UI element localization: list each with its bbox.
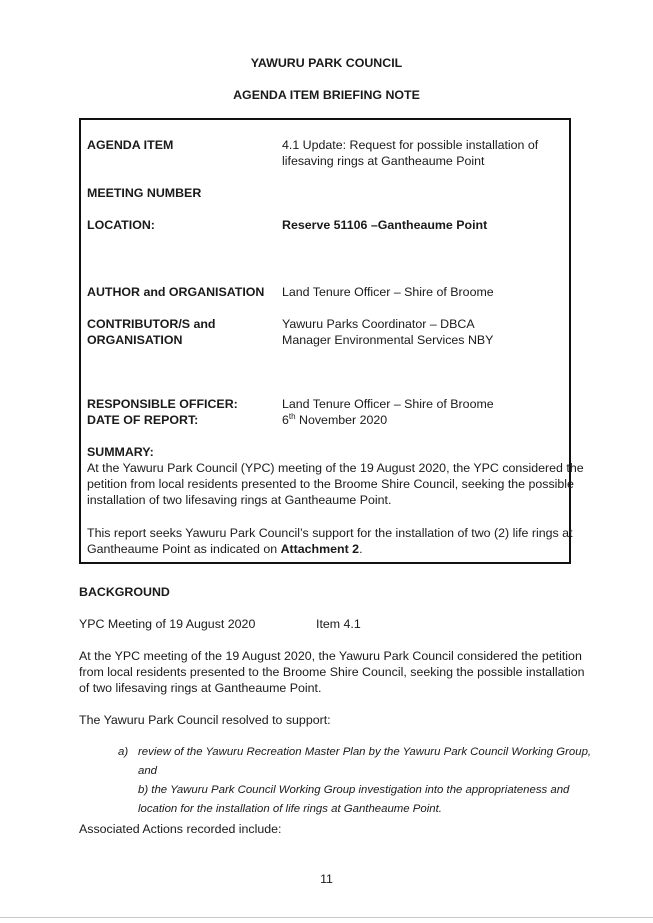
item-a-line1: review of the Yawuru Recreation Master Plan by the Yawuru Park Council Working Group, [138, 746, 592, 758]
item-b-line1: b) the Yawuru Park Council Working Group investigation into the appropriateness and [138, 784, 570, 796]
page-number: 11 [320, 872, 333, 886]
page-bottom-edge [0, 917, 653, 918]
attachment-reference: Attachment 2 [280, 542, 360, 556]
background-para-line3: of two lifesaving rings at Gantheaume Point. [79, 681, 322, 695]
briefing-note-title: AGENDA ITEM BRIEFING NOTE [233, 88, 420, 102]
location-value: Reserve 51106 –Gantheaume Point [282, 218, 488, 232]
support-line2-pre: Gantheaume Point as indicated on [87, 542, 281, 556]
background-para-line2: from local residents presented to the Broome Shire Council, seeking the possible installation [79, 665, 585, 679]
item-reference: Item 4.1 [316, 617, 361, 631]
contributor-value-line1: Yawuru Parks Coordinator – DBCA [282, 317, 475, 331]
author-label: AUTHOR and ORGANISATION [87, 285, 265, 299]
support-line2 [87, 541, 363, 557]
item-a-marker: a) [118, 746, 129, 758]
summary-line3: installation of two lifesaving rings at Gantheaume Point. [87, 493, 392, 507]
author-value: Land Tenure Officer – Shire of Broome [282, 285, 494, 299]
date-day: 6 [282, 413, 289, 427]
support-line1: This report seeks Yawuru Park Council’s support for the installation of two (2) life rings at [87, 526, 573, 540]
agenda-item-label: AGENDA ITEM [87, 138, 174, 152]
council-title: YAWURU PARK COUNCIL [250, 56, 403, 70]
date-rest: November 2020 [295, 413, 388, 427]
support-line2-post: . [359, 542, 363, 556]
meeting-number-label: MEETING NUMBER [87, 186, 202, 200]
location-label: LOCATION: [87, 218, 155, 232]
associated-actions: Associated Actions recorded include: [79, 822, 282, 836]
meeting-reference: YPC Meeting of 19 August 2020 [79, 617, 256, 631]
agenda-item-value-line1: 4.1 Update: Request for possible installation of [282, 138, 539, 152]
resolved-statement: The Yawuru Park Council resolved to support: [79, 713, 331, 727]
date-suffix: th [288, 411, 296, 421]
item-b-line2: location for the installation of life rings at Gantheaume Point. [138, 803, 442, 815]
contributor-label-line1: CONTRIBUTOR/S and [87, 317, 216, 331]
background-heading: BACKGROUND [79, 585, 170, 599]
contributor-value-line2: Manager Environmental Services NBY [282, 333, 494, 347]
contributor-label-line2: ORGANISATION [87, 333, 183, 347]
background-para-line1: At the YPC meeting of the 19 August 2020, the Yawuru Park Council considered the petition [79, 649, 582, 663]
summary-label: SUMMARY: [87, 445, 154, 459]
agenda-item-value-line2: lifesaving rings at Gantheaume Point [282, 154, 485, 168]
summary-line1: At the Yawuru Park Council (YPC) meeting of the 19 August 2020, the YPC considered the [87, 461, 584, 475]
responsible-officer-value: Land Tenure Officer – Shire of Broome [282, 397, 494, 411]
date-of-report-label: DATE OF REPORT: [87, 413, 199, 427]
item-a-line2: and [138, 765, 158, 777]
date-of-report-value [282, 412, 387, 428]
summary-line2: petition from local residents presented to the Broome Shire Council, seeking the possible [87, 477, 574, 491]
responsible-officer-label: RESPONSIBLE OFFICER: [87, 397, 238, 411]
